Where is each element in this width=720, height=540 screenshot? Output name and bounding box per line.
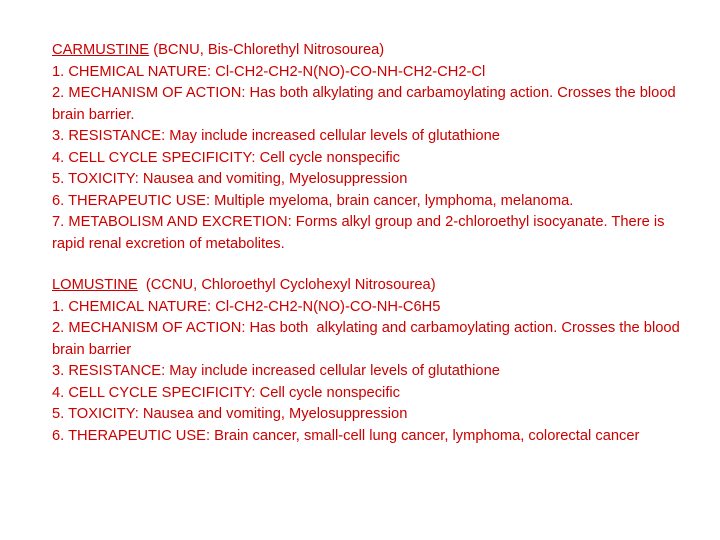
lomustine-line-4: 4. CELL CYCLE SPECIFICITY: Cell cycle nonspecific [52,384,401,401]
carmustine-drug-name: CARMUSTINE [52,42,150,58]
lomustine-line-6: 6. THERAPEUTIC USE: Brain cancer, small-cell lung cancer, lymphoma, colorectal cancer [52,427,640,444]
carmustine-line-5: 5. TOXICITY: Nausea and vomiting, Myelosuppression [52,171,408,187]
lomustine-line-2: 2. MECHANISM OF ACTION: Has both alkylating and carbamoylating action. Crosses the blood brain barrier [52,320,684,358]
lomustine-line-3: 3. RESISTANCE: May include increased cellular levels of glutathione [52,363,500,379]
carmustine-heading-rest: (BCNU, Bis-Chlorethyl Nitrosourea) [149,42,385,58]
slide-content [52,40,682,447]
carmustine-line-6: 6. THERAPEUTIC USE: Multiple myeloma, brain cancer, lymphoma, melanoma. [52,192,574,209]
lomustine-line-1: 1. CHEMICAL NATURE: Cl-CH2-CH2-N(NO)-CO-NH-C6H5 [52,298,441,315]
lomustine-heading-rest: (CCNU, Chloroethyl Cyclohexyl Nitrosourea) [137,277,436,293]
lomustine-line-5: 5. TOXICITY: Nausea and vomiting, Myelosuppression [52,406,408,422]
carmustine-line-3: 3. RESISTANCE: May include increased cellular levels of glutathione [52,128,500,144]
lomustine-heading [52,275,682,297]
lomustine-drug-name: LOMUSTINE [52,277,138,293]
drug-block-lomustine [52,275,682,447]
carmustine-line-4: 4. CELL CYCLE SPECIFICITY: Cell cycle nonspecific [52,149,401,166]
carmustine-line-2: 2. MECHANISM OF ACTION: Has both alkylating and carbamoylating action. Crosses the blood brain barrier. [52,85,680,123]
carmustine-line-1: 1. CHEMICAL NATURE: Cl-CH2-CH2-N(NO)-CO-NH-CH2-CH2-Cl [52,63,486,80]
drug-block-carmustine [52,40,682,255]
carmustine-line-7: 7. METABOLISM AND EXCRETION: Forms alkyl group and 2-chloroethyl isocyanate. There is rapid renal excretion of metabolites. [52,214,669,252]
carmustine-heading [52,40,682,62]
